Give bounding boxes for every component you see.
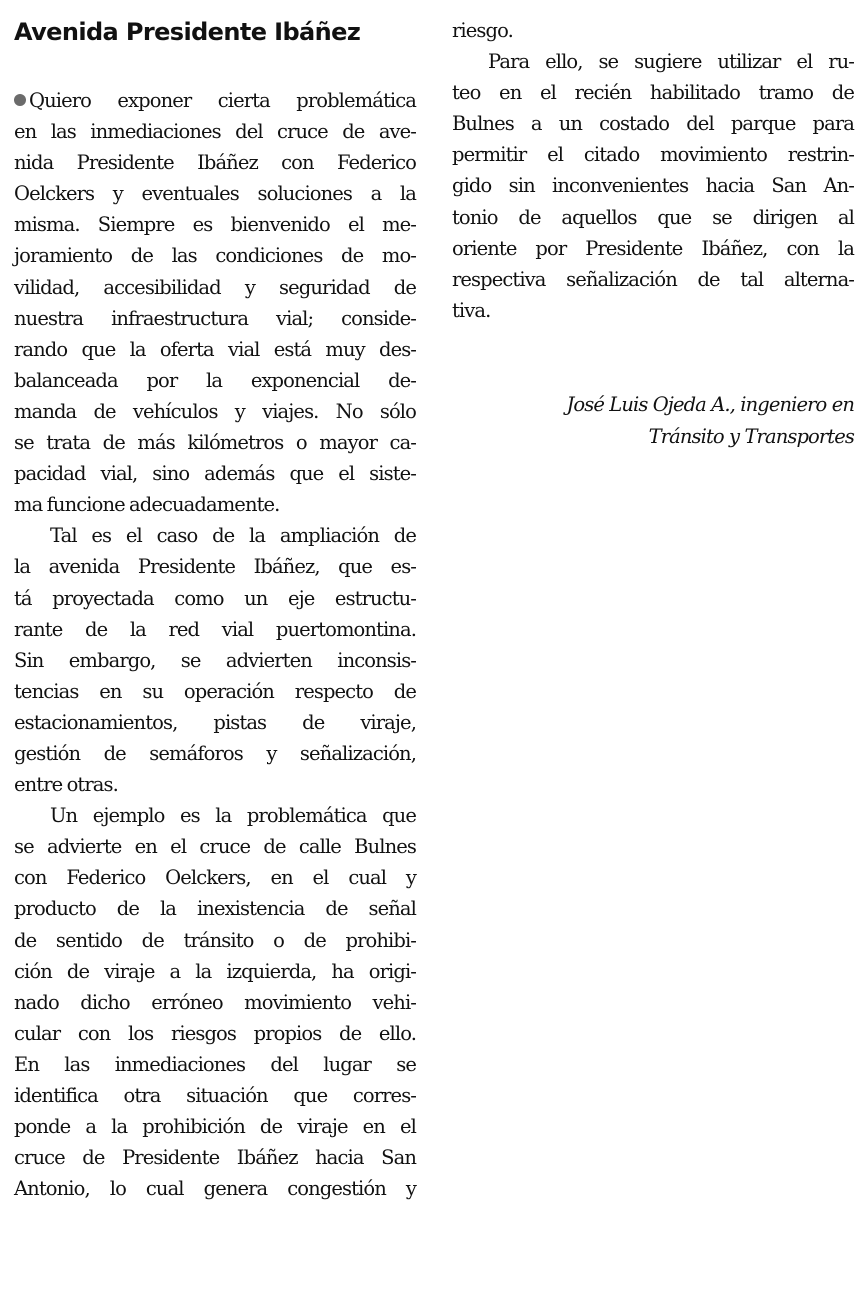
text-line [14, 427, 416, 458]
text-line [14, 925, 416, 956]
text-line-content: de sentido de tránsito o de prohibi- [14, 928, 416, 952]
text-line-content: pacidad vial, sino además que el siste- [14, 462, 416, 486]
left-column-body [14, 85, 416, 1204]
text-line-content: se advierte en el cruce de calle Bulnes [14, 835, 416, 859]
text-line [14, 738, 416, 769]
text-line [14, 893, 416, 924]
text-line [452, 46, 854, 77]
text-line-content: ma funcione adecuadamente. [14, 493, 280, 517]
text-line [14, 551, 416, 582]
text-line [14, 520, 416, 551]
text-line-content: riesgo. [452, 19, 513, 42]
text-line [14, 1018, 416, 1049]
text-line [452, 77, 854, 108]
text-line-content: rante de la red vial puertomontina. [14, 617, 416, 641]
text-line [14, 85, 416, 116]
text-line-content: gestión de semáforos y señalización, [14, 741, 416, 765]
text-line-content: cular con los riesgos propios de ello. [14, 1021, 416, 1045]
text-line [14, 676, 416, 707]
text-line [14, 303, 416, 334]
right-column-body [452, 15, 854, 326]
text-line-content: nuestra infraestructura vial; conside- [14, 306, 416, 330]
text-line [14, 334, 416, 365]
text-line-content: nado dicho erróneo movimiento vehi- [14, 990, 416, 1014]
text-line-content: misma. Siempre es bienvenido el me- [14, 213, 416, 237]
text-line [14, 831, 416, 862]
text-line-content: joramiento de las condiciones de mo- [14, 244, 416, 268]
text-line [14, 1049, 416, 1080]
text-line-content: se trata de más kilómetros o mayor ca- [14, 431, 416, 455]
text-line-content: producto de la inexistencia de señal [14, 897, 416, 921]
text-line-content: gido sin inconvenientes hacia San An- [452, 174, 854, 198]
text-line [14, 147, 416, 178]
signature-line-1: José Luis Ojeda A., ingeniero en [566, 393, 854, 416]
signature-line-2: Tránsito y Transportes [648, 424, 854, 448]
text-line-content: balanceada por la exponencial de- [14, 368, 416, 392]
author-signature [566, 389, 854, 452]
text-line [452, 170, 854, 201]
text-line [14, 489, 416, 520]
text-line-content: permitir el citado movimiento restrin- [452, 143, 854, 167]
text-line-content: Un ejemplo es la problemática que [50, 804, 416, 828]
text-line-content: Oelckers y eventuales soluciones a la [14, 182, 416, 206]
text-line-content: Quiero exponer cierta problemática [29, 89, 416, 112]
text-line [14, 116, 416, 147]
text-line [14, 458, 416, 489]
text-line-content: oriente por Presidente Ibáñez, con la [452, 236, 854, 260]
text-line [14, 209, 416, 240]
text-line [452, 139, 854, 170]
text-line [452, 233, 854, 264]
text-line-content: ción de viraje a la izquierda, ha origi- [14, 959, 416, 983]
text-line-content: Antonio, lo cual genera congestión y [14, 1177, 416, 1201]
text-line-content: la avenida Presidente Ibáñez, que es- [14, 555, 416, 579]
text-line [452, 202, 854, 233]
text-line [14, 583, 416, 614]
text-line-content: nida Presidente Ibáñez con Federico [14, 151, 416, 175]
text-line-content: Bulnes a un costado del parque para [452, 112, 854, 136]
text-line [14, 365, 416, 396]
text-line [452, 15, 854, 46]
text-line [452, 295, 854, 326]
text-line [14, 645, 416, 676]
text-line [14, 1111, 416, 1142]
text-line [14, 800, 416, 831]
text-line [14, 1173, 416, 1204]
text-line [452, 108, 854, 139]
text-line-content: entre otras. [14, 773, 118, 797]
article-headline: Avenida Presidente Ibáñez [14, 18, 361, 46]
text-line [14, 396, 416, 427]
text-line [14, 862, 416, 893]
bullet-icon [14, 94, 26, 106]
text-line-content: ponde a la prohibición de viraje en el [14, 1115, 416, 1139]
text-line-content: cruce de Presidente Ibáñez hacia San [14, 1146, 416, 1170]
text-line-content: Para ello, se sugiere utilizar el ru- [488, 50, 854, 74]
text-line [14, 272, 416, 303]
text-line-content: En las inmediaciones del lugar se [14, 1052, 416, 1076]
text-line-content: manda de vehículos y viajes. No sólo [14, 399, 416, 423]
text-line-content: respectiva señalización de tal alterna- [452, 267, 854, 291]
text-line-content: tá proyectada como un eje estructu- [14, 586, 416, 610]
text-line-content: identifica otra situación que corres- [14, 1084, 416, 1107]
text-line [14, 1080, 416, 1111]
text-line-content: Tal es el caso de la ampliación de [50, 524, 416, 548]
text-line-content: tencias en su operación respecto de [14, 679, 416, 703]
text-line-content: en las inmediaciones del cruce de ave- [14, 120, 416, 144]
text-line-content: con Federico Oelckers, en el cual y [14, 866, 416, 890]
text-line [14, 178, 416, 209]
text-line-content: estacionamientos, pistas de viraje, [14, 710, 416, 734]
text-line-content: vilidad, accesibilidad y seguridad de [14, 275, 416, 299]
text-line [14, 240, 416, 271]
text-line [14, 1142, 416, 1173]
text-line-content: teo en el recién habilitado tramo de [452, 81, 854, 105]
text-line [14, 956, 416, 987]
text-line [452, 264, 854, 295]
text-line-content: tiva. [452, 298, 491, 322]
text-line [14, 614, 416, 645]
text-line [14, 987, 416, 1018]
text-line-content: tonio de aquellos que se dirigen al [452, 205, 854, 229]
text-line-content: Sin embargo, se advierten inconsis- [14, 648, 416, 672]
text-line-content: rando que la oferta vial está muy des- [14, 337, 416, 361]
text-line [14, 707, 416, 738]
text-line [14, 769, 416, 800]
